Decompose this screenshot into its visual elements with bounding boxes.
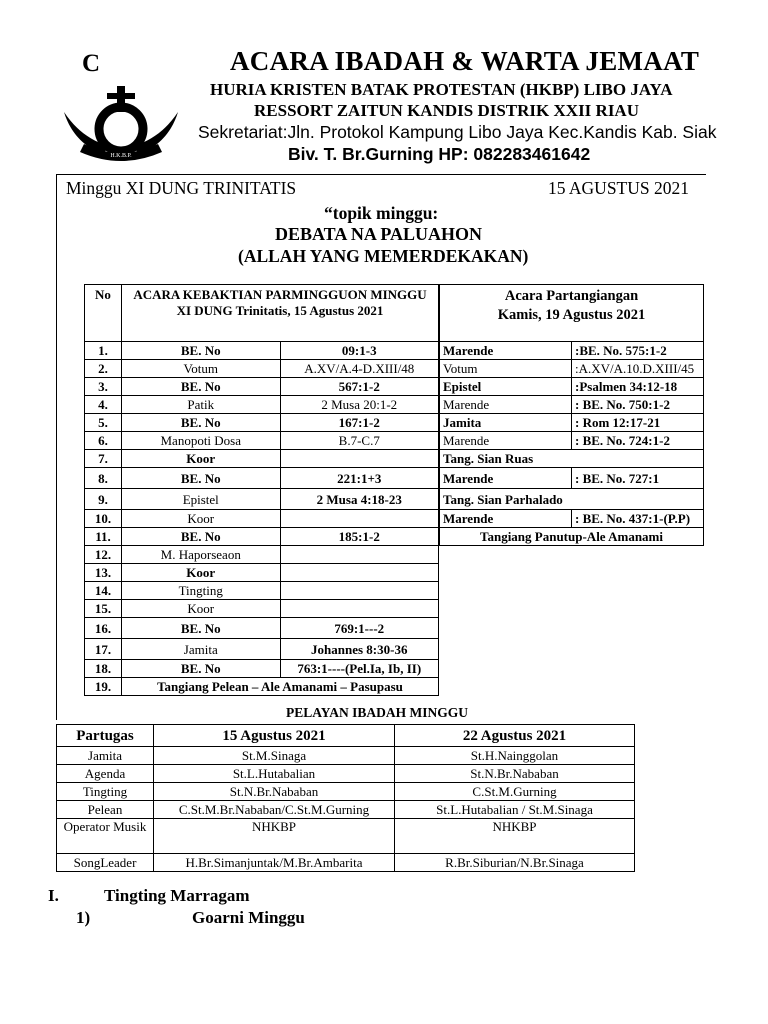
officiant-name: St.M.Sinaga <box>154 747 395 765</box>
service-row-item: BE. No <box>122 468 281 489</box>
service-row-ref: 09:1-3 <box>280 342 439 360</box>
officiant-name: H.Br.Simanjuntak/M.Br.Ambarita <box>154 854 395 872</box>
church-name: HURIA KRISTEN BATAK PROTESTAN (HKBP) LIBO JAYA <box>210 80 673 99</box>
officiant-role: Agenda <box>57 765 154 783</box>
service-row-ref: Johannes 8:30-36 <box>280 639 439 660</box>
service-row-ref: 567:1-2 <box>280 378 439 396</box>
weekday-row-label: Marende <box>440 510 572 528</box>
service-row-ref: 185:1-2 <box>280 528 439 546</box>
weekday-row <box>440 342 704 360</box>
weekday-row-value: : Rom 12:17-21 <box>572 414 704 432</box>
officiants-col-role: Partugas <box>57 725 154 747</box>
weekday-row <box>440 510 704 528</box>
weekday-closing-text: Tangiang Panutup-Ale Amanami <box>440 528 704 546</box>
service-order-table <box>84 284 439 696</box>
service-row-no: 8. <box>85 468 122 489</box>
officiants-table <box>56 724 635 872</box>
service-row-no: 2. <box>85 360 122 378</box>
weekday-row-label: Jamita <box>440 414 572 432</box>
service-row-no: 4. <box>85 396 122 414</box>
service-row-ref: B.7-C.7 <box>280 432 439 450</box>
service-date: 15 AGUSTUS 2021 <box>548 178 689 198</box>
service-row-item: Jamita <box>122 639 281 660</box>
service-row-ref: A.XV/A.4-D.XIII/48 <box>280 360 439 378</box>
weekday-row-value: :A.XV/A.10.D.XIII/45 <box>572 360 704 378</box>
service-row <box>85 360 439 378</box>
service-row-item: Votum <box>122 360 281 378</box>
col-no-header: No <box>85 285 122 342</box>
service-row-ref: 2 Musa 4:18-23 <box>280 489 439 510</box>
service-row <box>85 432 439 450</box>
weekday-closing-row <box>440 528 704 546</box>
contact-line: Biv. T. Br.Gurning HP: 082283461642 <box>288 144 591 164</box>
weekday-row-label: Epistel <box>440 378 572 396</box>
service-row <box>85 660 439 678</box>
page-title: ACARA IBADAH & WARTA JEMAAT <box>230 46 700 76</box>
service-row-item: Koor <box>122 600 281 618</box>
weekday-title: Acara Partangiangan <box>504 288 639 304</box>
col-title-header: ACARA KEBAKTIAN PARMINGGUON MINGGU XI DUNG Trinitatis, 15 Agustus 2021 <box>122 285 439 342</box>
service-row-item: Koor <box>122 510 281 528</box>
service-row-no: 10. <box>85 510 122 528</box>
officiant-row <box>57 765 635 783</box>
service-row-ref: 2 Musa 20:1-2 <box>280 396 439 414</box>
officiant-name: St.L.Hutabalian <box>154 765 395 783</box>
officiant-name: NHKBP <box>395 819 635 854</box>
service-row-no: 1. <box>85 342 122 360</box>
service-row <box>85 564 439 582</box>
weekday-row-label: Marende <box>440 468 572 489</box>
service-row-ref: 769:1---2 <box>280 618 439 639</box>
service-row-item: Manopoti Dosa <box>122 432 281 450</box>
topic-title: DEBATA NA PALUAHON <box>275 224 483 244</box>
service-row-no: 18. <box>85 660 122 678</box>
topic-subtitle: (ALLAH YANG MEMERDEKAKAN) <box>238 246 529 266</box>
weekday-row-value: :BE. No. 575:1-2 <box>572 342 704 360</box>
officiant-role: Pelean <box>57 801 154 819</box>
service-row <box>85 342 439 360</box>
weekday-row-value: :Psalmen 34:12-18 <box>572 378 704 396</box>
service-row <box>85 546 439 564</box>
service-row-no: 9. <box>85 489 122 510</box>
service-row <box>85 468 439 489</box>
resort-name: RESSORT ZAITUN KANDIS DISTRIK XXII RIAU <box>254 101 639 120</box>
hkbp-logo-icon <box>56 84 186 164</box>
weekday-row <box>440 450 704 468</box>
service-row-no: 19. <box>85 678 122 696</box>
officiant-name: C.St.M.Br.Nababan/C.St.M.Gurning <box>154 801 395 819</box>
officiant-row <box>57 801 635 819</box>
weekday-row <box>440 378 704 396</box>
service-row-item: BE. No <box>122 660 281 678</box>
service-row <box>85 639 439 660</box>
service-row-ref <box>280 564 439 582</box>
officiant-name: St.N.Br.Nababan <box>395 765 635 783</box>
service-row <box>85 489 439 510</box>
service-row-item: Koor <box>122 564 281 582</box>
service-row-no: 6. <box>85 432 122 450</box>
officiant-role: Operator Musik <box>57 819 154 854</box>
service-row-item: Koor <box>122 450 281 468</box>
officiant-name: St.N.Br.Nababan <box>154 783 395 801</box>
service-row <box>85 396 439 414</box>
officiants-title: PELAYAN IBADAH MINGGU <box>286 705 469 720</box>
weekday-row <box>440 468 704 489</box>
service-row-no: 15. <box>85 600 122 618</box>
sunday-name: Minggu XI DUNG TRINITATIS <box>66 178 297 198</box>
officiant-name: NHKBP <box>154 819 395 854</box>
service-row-no: 3. <box>85 378 122 396</box>
subsection-title: Goarni Minggu <box>192 908 305 927</box>
weekday-header <box>440 285 704 342</box>
service-row-no: 17. <box>85 639 122 660</box>
service-row <box>85 378 439 396</box>
service-row-item: BE. No <box>122 618 281 639</box>
service-row <box>85 618 439 639</box>
officiant-row <box>57 854 635 872</box>
service-row-no: 13. <box>85 564 122 582</box>
service-row-ref <box>280 510 439 528</box>
service-row-item: BE. No <box>122 342 281 360</box>
weekday-row-label: Tang. Sian Ruas <box>440 450 704 468</box>
service-row <box>85 510 439 528</box>
service-row-ref <box>280 600 439 618</box>
weekday-row <box>440 396 704 414</box>
service-row-ref: 763:1----(Pel.Ia, Ib, II) <box>280 660 439 678</box>
weekday-row-value: : BE. No. 750:1-2 <box>572 396 704 414</box>
service-row <box>85 528 439 546</box>
officiant-role: Tingting <box>57 783 154 801</box>
officiant-name: St.H.Nainggolan <box>395 747 635 765</box>
service-closing-text: Tangiang Pelean – Ale Amanami – Pasupasu <box>122 678 439 696</box>
topic-label: “topik minggu: <box>324 203 439 223</box>
officiants-col-date2: 22 Agustus 2021 <box>395 725 635 747</box>
service-row-item: Epistel <box>122 489 281 510</box>
service-row-ref <box>280 582 439 600</box>
service-row-item: BE. No <box>122 414 281 432</box>
service-row-no: 16. <box>85 618 122 639</box>
officiant-name: C.St.M.Gurning <box>395 783 635 801</box>
service-row-no: 14. <box>85 582 122 600</box>
service-row <box>85 582 439 600</box>
service-row-ref: 221:1+3 <box>280 468 439 489</box>
weekday-row-value: : BE. No. 437:1-(P.P) <box>572 510 704 528</box>
logo-text: H.K.B.P. <box>110 153 132 159</box>
service-row-item: M. Haporseaon <box>122 546 281 564</box>
weekday-row-label: Marende <box>440 432 572 450</box>
service-row <box>85 600 439 618</box>
section-title: Tingting Marragam <box>104 886 250 905</box>
service-row <box>85 414 439 432</box>
subsection-number: 1) <box>76 908 91 927</box>
officiant-role: Jamita <box>57 747 154 765</box>
service-row-closing <box>85 678 439 696</box>
officiant-name: St.L.Hutabalian / St.M.Sinaga <box>395 801 635 819</box>
weekday-row-value: : BE. No. 727:1 <box>572 468 704 489</box>
weekday-row <box>440 414 704 432</box>
weekday-row-label: Marende <box>440 342 572 360</box>
weekday-row-label: Marende <box>440 396 572 414</box>
weekday-row <box>440 489 704 510</box>
weekday-row <box>440 360 704 378</box>
officiant-row <box>57 819 635 854</box>
officiant-row <box>57 783 635 801</box>
weekday-date: Kamis, 19 Agustus 2021 <box>497 307 646 323</box>
officiant-row <box>57 747 635 765</box>
frame-top-rule <box>56 174 706 175</box>
weekday-row-value: : BE. No. 724:1-2 <box>572 432 704 450</box>
service-row-ref <box>280 450 439 468</box>
service-row-ref: 167:1-2 <box>280 414 439 432</box>
service-row-item: BE. No <box>122 378 281 396</box>
service-row-no: 5. <box>85 414 122 432</box>
section-number: I. <box>48 886 59 905</box>
secretariat-address: Sekretariat:Jln. Protokol Kampung Libo Jaya Kec.Kandis Kab. Siak <box>198 122 717 142</box>
officiants-col-date1: 15 Agustus 2021 <box>154 725 395 747</box>
service-row-ref <box>280 546 439 564</box>
weekday-row-label: Votum <box>440 360 572 378</box>
weekday-row <box>440 432 704 450</box>
officiant-role: SongLeader <box>57 854 154 872</box>
weekday-prayer-table <box>439 284 704 546</box>
header-letter: C <box>82 50 101 77</box>
service-row-no: 7. <box>85 450 122 468</box>
service-row-no: 11. <box>85 528 122 546</box>
service-row-no: 12. <box>85 546 122 564</box>
service-row-item: Tingting <box>122 582 281 600</box>
service-row <box>85 450 439 468</box>
frame-left-rule <box>56 174 57 720</box>
service-row-item: BE. No <box>122 528 281 546</box>
officiant-name: R.Br.Siburian/N.Br.Sinaga <box>395 854 635 872</box>
weekday-row-label: Tang. Sian Parhalado <box>440 489 704 510</box>
service-row-item: Patik <box>122 396 281 414</box>
